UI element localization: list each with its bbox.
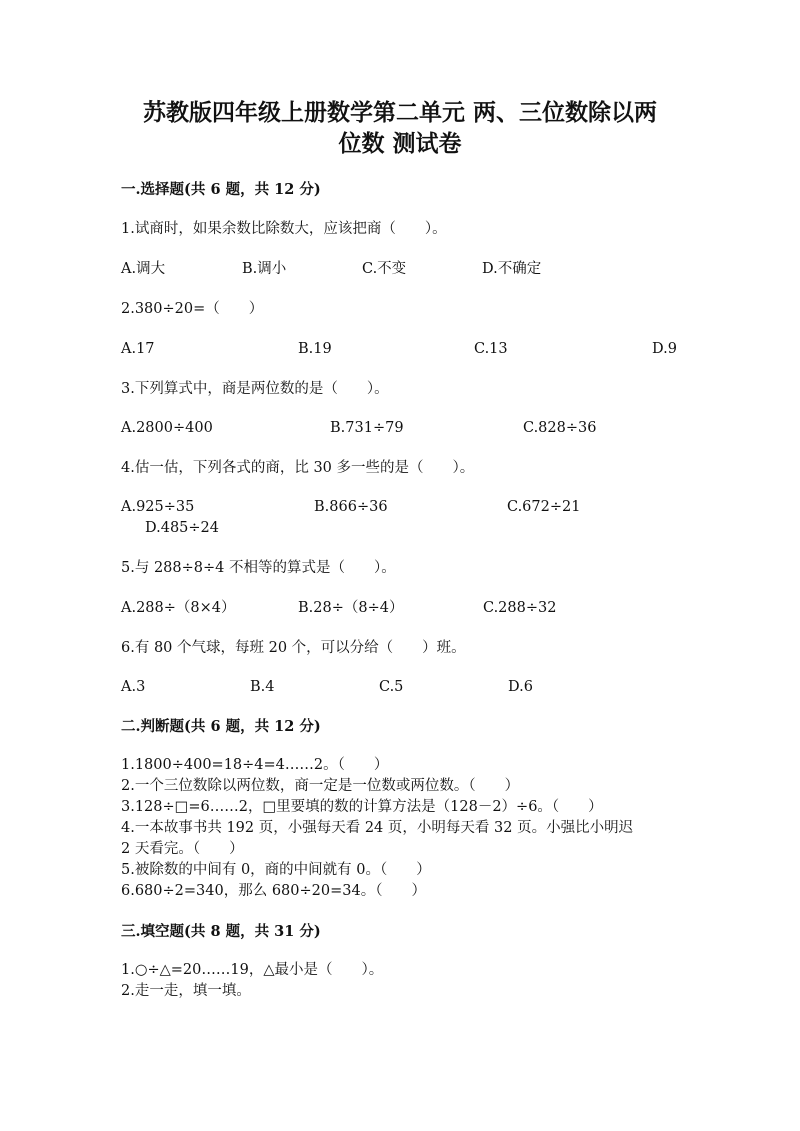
judgement-item: 4.一本故事书共 192 页，小强每天看 24 页，小明每天看 32 页。小强比小明迟 xyxy=(121,820,634,836)
option: B.28÷（8÷4） xyxy=(298,600,404,616)
question-text: 6.有 80 个气球，每班 20 个，可以分给（ ）班。 xyxy=(121,640,466,656)
section-heading-choice: 一.选择题(共 6 题，共 12 分) xyxy=(121,181,321,198)
option: C.672÷21 xyxy=(507,499,581,515)
option: A.17 xyxy=(121,341,155,357)
option: C.828÷36 xyxy=(523,420,597,436)
option: A.925÷35 xyxy=(121,499,195,515)
option: D.9 xyxy=(652,341,677,357)
fill-in-item: 2.走一走，填一填。 xyxy=(121,983,251,999)
question-text: 4.估一估，下列各式的商，比 30 多一些的是（ ）。 xyxy=(121,460,475,476)
option: D.6 xyxy=(508,679,533,695)
question-text: 3.下列算式中，商是两位数的是（ ）。 xyxy=(121,381,389,397)
title-line-1: 苏教版四年级上册数学第二单元 两、三位数除以两 xyxy=(142,99,657,126)
question-text: 1.试商时，如果余数比除数大，应该把商（ ）。 xyxy=(121,221,447,237)
judgement-item: 5.被除数的中间有 0，商的中间就有 0。（ ） xyxy=(121,862,431,878)
option: A.3 xyxy=(121,679,146,695)
fill-in-item: 1.○÷△=20……19，△最小是（ ）。 xyxy=(121,962,384,978)
option: C.5 xyxy=(379,679,404,695)
question-text: 2.380÷20=（ ） xyxy=(121,301,264,317)
judgement-item: 1.1800÷400=18÷4=4……2。（ ） xyxy=(121,757,389,773)
option: D.不确定 xyxy=(482,261,542,277)
option: B.4 xyxy=(250,679,275,695)
judgement-item: 6.680÷2=340，那么 680÷20=34。（ ） xyxy=(121,883,426,899)
judgement-item: 3.128÷□=6……2，□里要填的数的计算方法是（128－2）÷6。（ ） xyxy=(121,799,603,815)
option: C.不变 xyxy=(362,261,407,277)
option: B.调小 xyxy=(242,261,287,277)
section-heading-fill-in: 三.填空题(共 8 题，共 31 分) xyxy=(121,923,321,940)
option: C.288÷32 xyxy=(483,600,557,616)
judgement-item: 2.一个三位数除以两位数，商一定是一位数或两位数。（ ） xyxy=(121,778,520,794)
question-text: 5.与 288÷8÷4 不相等的算式是（ ）。 xyxy=(121,560,396,576)
option: B.19 xyxy=(298,341,332,357)
option: C.13 xyxy=(474,341,508,357)
section-heading-judgement: 二.判断题(共 6 题，共 12 分) xyxy=(121,718,321,735)
option: A.调大 xyxy=(121,261,166,277)
option: B.731÷79 xyxy=(330,420,404,436)
title-line-2: 位数 测试卷 xyxy=(338,130,462,157)
option: D.485÷24 xyxy=(145,520,219,536)
judgement-item-continued: 2 天看完。（ ） xyxy=(121,841,244,857)
option: A.2800÷400 xyxy=(121,420,213,436)
option: B.866÷36 xyxy=(314,499,388,515)
option: A.288÷（8×4） xyxy=(121,600,236,616)
